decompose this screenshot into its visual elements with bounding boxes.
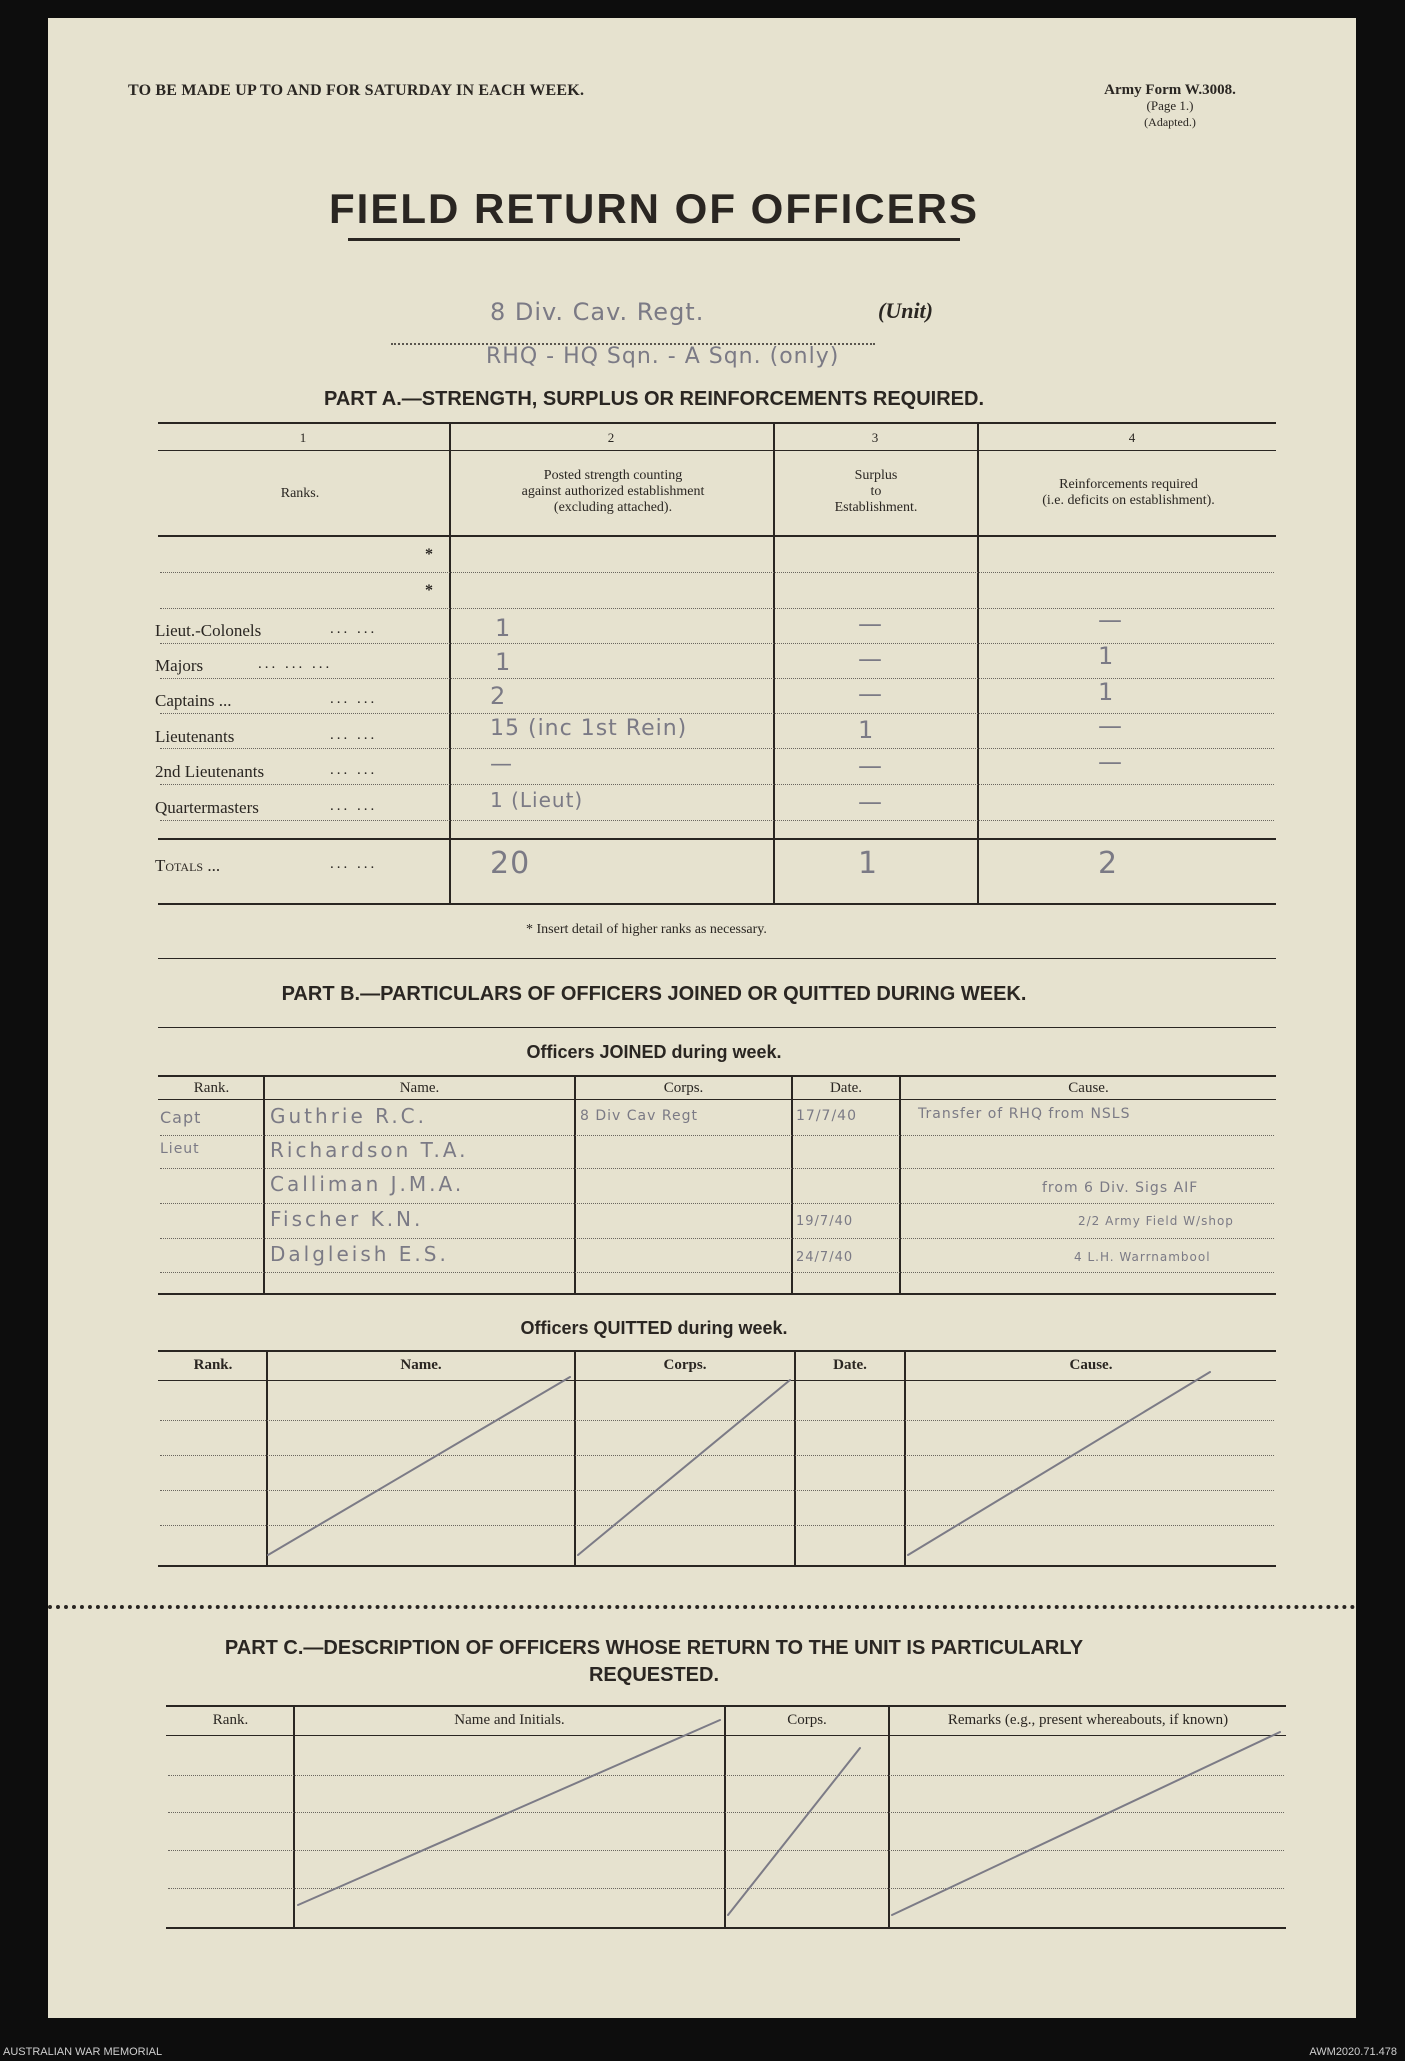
joined-cause: 2/2 Army Field W/shop <box>1078 1214 1234 1228</box>
joined-cause: from 6 Div. Sigs AIF <box>1042 1180 1199 1196</box>
rank-label: Captains ... <box>155 691 232 710</box>
quitted-corps-strike <box>578 1380 790 1555</box>
quitted-col-corps: Corps. <box>663 1357 707 1373</box>
rank-label: Quartermasters <box>155 798 259 817</box>
surplus-value: — <box>858 752 883 780</box>
joined-date: 24/7/40 <box>796 1250 854 1265</box>
quitted-name-strike <box>268 1377 570 1555</box>
joined-cause: Transfer of RHQ from NSLS <box>918 1106 1131 1122</box>
posted-value: 1 (Lieut) <box>490 788 584 812</box>
form-page: (Page 1.) <box>1146 98 1194 113</box>
part-c-col-remarks: Remarks (e.g., present whereabouts, if known) <box>947 1712 1229 1728</box>
header-posted-line-3: (excluding attached). <box>553 500 673 515</box>
header-surplus-line-3: Establishment. <box>834 500 918 515</box>
joined-col-date: Date. <box>829 1080 863 1096</box>
joined-rank: Lieut <box>160 1141 200 1157</box>
part-b-heading: PART B.—PARTICULARS OF OFFICERS JOINED OR QUITTED DURING WEEK. <box>281 983 1027 1005</box>
col-number-3: 3 <box>871 430 879 445</box>
header-reinf-line-1: Reinforcements required <box>1059 477 1198 492</box>
star-mark: * <box>425 582 433 599</box>
reinf-value: — <box>1098 606 1123 634</box>
reinf-value: 1 <box>1098 642 1115 670</box>
totals-dots: ... ... <box>330 856 378 872</box>
joined-rank: Capt <box>160 1108 202 1127</box>
joined-heading: Officers JOINED during week. <box>526 1042 782 1062</box>
joined-name: Richardson T.A. <box>270 1138 469 1162</box>
part-c-remarks-strike <box>892 1732 1280 1915</box>
header-surplus-line-1: Surplus <box>854 468 898 483</box>
form-adapted: (Adapted.) <box>1144 115 1196 129</box>
joined-col-name: Name. <box>399 1080 440 1096</box>
header-ranks: Ranks. <box>280 486 320 501</box>
page-title: FIELD RETURN OF OFFICERS <box>329 185 979 232</box>
joined-date: 17/7/40 <box>796 1108 857 1124</box>
reinf-value: — <box>1098 712 1123 740</box>
quitted-heading: Officers QUITTED during week. <box>520 1318 788 1338</box>
unit-line-2: RHQ - HQ Sqn. - A Sqn. (only) <box>486 344 840 369</box>
reinf-value: — <box>1098 748 1123 776</box>
part-c-name-strike <box>298 1720 720 1905</box>
part-c-heading-line-2: REQUESTED. <box>588 1664 720 1686</box>
rank-dots: ... ... <box>330 798 378 814</box>
part-a-heading: PART A.—STRENGTH, SURPLUS OR REINFORCEMENTS REQUIRED. <box>323 388 985 410</box>
quitted-col-date: Date. <box>833 1357 867 1373</box>
header-surplus-line-2: to <box>870 484 882 499</box>
part-c-col-corps: Corps. <box>787 1712 827 1728</box>
totals-label: Totals ... <box>155 856 221 875</box>
reinf-value: 1 <box>1098 678 1115 706</box>
footer-accession-number: AWM2020.71.478 <box>1309 2046 1397 2058</box>
unit-line-1: 8 Div. Cav. Regt. <box>490 298 705 326</box>
rank-dots: ... ... ... <box>258 656 333 672</box>
rank-dots: ... ... <box>330 762 378 778</box>
posted-value: 2 <box>490 682 507 710</box>
posted-value: 1 <box>495 614 512 642</box>
joined-name: Calliman J.M.A. <box>270 1172 465 1196</box>
surplus-value: — <box>858 680 883 708</box>
joined-name: Guthrie R.C. <box>270 1104 427 1128</box>
part-c-col-rank: Rank. <box>212 1712 249 1728</box>
joined-date: 19/7/40 <box>796 1214 854 1229</box>
col-number-1: 1 <box>299 430 307 445</box>
part-a-footnote: * Insert detail of higher ranks as necessary. <box>526 922 767 937</box>
posted-value: — <box>490 752 513 777</box>
header-posted-line-1: Posted strength counting <box>543 468 683 483</box>
quitted-col-cause: Cause. <box>1069 1357 1113 1373</box>
joined-col-rank: Rank. <box>193 1080 230 1096</box>
surplus-value: — <box>858 610 883 638</box>
reinf-total: 2 <box>1098 846 1119 881</box>
posted-total: 20 <box>490 846 531 881</box>
quitted-cause-strike <box>908 1372 1210 1555</box>
footer-credit: AUSTRALIAN WAR MEMORIAL <box>3 2046 163 2058</box>
joined-name: Fischer K.N. <box>270 1207 424 1231</box>
col-number-4: 4 <box>1128 430 1136 445</box>
rank-label: Lieut.-Colonels <box>155 621 262 640</box>
rank-label: Majors <box>155 656 204 675</box>
part-c-heading-line-1: PART C.—DESCRIPTION OF OFFICERS WHOSE RETURN TO THE UNIT IS PARTICULARLY <box>224 1637 1084 1659</box>
rank-label: Lieutenants <box>155 727 235 746</box>
header-reinf-line-2: (i.e. deficits on establishment). <box>1042 493 1215 508</box>
quitted-col-name: Name. <box>400 1357 442 1373</box>
rank-label: 2nd Lieutenants <box>155 762 265 781</box>
surplus-value: 1 <box>858 716 875 744</box>
header-posted-line-2: against authorized establishment <box>521 484 705 499</box>
joined-corps: 8 Div Cav Regt <box>580 1108 698 1124</box>
joined-col-cause: Cause. <box>1068 1080 1109 1096</box>
rank-dots: ... ... <box>330 727 378 743</box>
surplus-value: — <box>858 788 883 816</box>
surplus-total: 1 <box>858 846 879 881</box>
joined-name: Dalgleish E.S. <box>270 1242 449 1266</box>
surplus-value: — <box>858 645 883 673</box>
col-number-2: 2 <box>607 430 615 445</box>
unit-label: (Unit) <box>878 298 933 323</box>
quitted-col-rank: Rank. <box>193 1357 233 1373</box>
star-mark: * <box>425 546 433 563</box>
rank-dots: ... ... <box>330 621 378 637</box>
rank-dots: ... ... <box>330 691 378 707</box>
form-number: Army Form W.3008. <box>1104 82 1236 98</box>
part-c-corps-strike <box>728 1748 860 1915</box>
joined-col-corps: Corps. <box>663 1080 704 1096</box>
joined-cause: 4 L.H. Warrnambool <box>1074 1250 1211 1264</box>
posted-value: 15 (inc 1st Rein) <box>490 716 688 741</box>
part-c-col-name: Name and Initials. <box>454 1712 565 1728</box>
posted-value: 1 <box>495 648 512 676</box>
form-instruction: TO BE MADE UP TO AND FOR SATURDAY IN EACH WEEK. <box>128 82 585 99</box>
